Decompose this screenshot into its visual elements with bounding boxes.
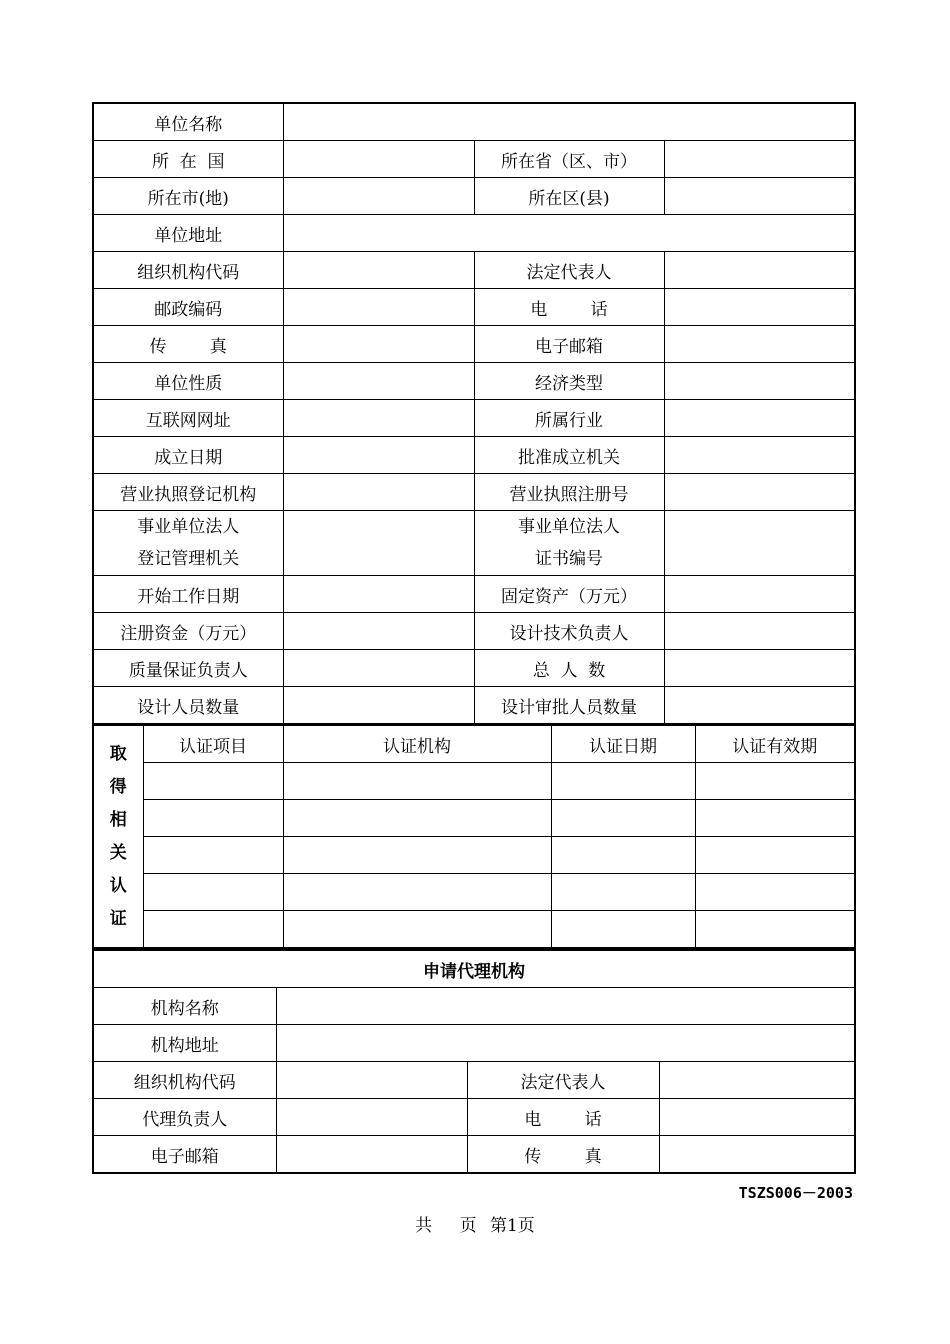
district-label: 所在区(县) xyxy=(474,178,664,215)
certifications-side-label xyxy=(93,726,143,949)
reg-capital-label: 注册资金（万元） xyxy=(93,613,283,650)
unit-name-field[interactable] xyxy=(283,103,855,141)
industry-field[interactable] xyxy=(664,400,855,437)
postcode-label: 邮政编码 xyxy=(93,289,283,326)
city-label: 所在市(地) xyxy=(93,178,283,215)
country-label: 所 在 国 xyxy=(93,141,283,178)
qa-field[interactable] xyxy=(283,650,474,687)
inst-cert-label-line1: 事业单位法人 xyxy=(518,517,620,537)
cert-row xyxy=(93,911,855,949)
province-label: 所在省（区、市） xyxy=(474,141,664,178)
nature-label: 单位性质 xyxy=(93,363,283,400)
total-staff-field[interactable] xyxy=(664,650,855,687)
econ-type-field[interactable] xyxy=(664,363,855,400)
legal-rep-field[interactable] xyxy=(664,252,855,289)
cert-cell[interactable] xyxy=(551,837,695,874)
cert-cell[interactable] xyxy=(143,763,283,800)
address-field[interactable] xyxy=(283,215,855,252)
unit-info-table xyxy=(92,102,856,725)
cert-cell[interactable] xyxy=(143,800,283,837)
form-code: TSZS006－2003 xyxy=(738,1184,853,1202)
cert-row xyxy=(93,874,855,911)
certifications-table xyxy=(92,725,856,949)
agent-address-label: 机构地址 xyxy=(93,1025,276,1062)
cert-cell[interactable] xyxy=(551,911,695,949)
cert-header-org: 认证机构 xyxy=(283,726,551,763)
cert-side-char: 相 xyxy=(109,809,127,830)
fax-label: 传 真 xyxy=(93,326,283,363)
cert-header-validity: 认证有效期 xyxy=(695,726,855,763)
org-code-field[interactable] xyxy=(283,252,474,289)
current-page: 第1页 xyxy=(489,1216,535,1236)
approvers-field[interactable] xyxy=(664,687,855,725)
agent-org-code-field[interactable] xyxy=(276,1062,467,1099)
country-field[interactable] xyxy=(283,141,474,178)
email-label: 电子邮箱 xyxy=(474,326,664,363)
agent-legal-rep-field[interactable] xyxy=(659,1062,855,1099)
approvers-label: 设计审批人员数量 xyxy=(474,687,664,725)
cert-row xyxy=(93,763,855,800)
cert-cell[interactable] xyxy=(695,911,855,949)
reg-capital-field[interactable] xyxy=(283,613,474,650)
agent-manager-label: 代理负责人 xyxy=(93,1099,276,1136)
cert-side-char: 取 xyxy=(109,743,127,764)
agent-phone-field[interactable] xyxy=(659,1099,855,1136)
cert-cell[interactable] xyxy=(695,874,855,911)
inst-cert-field[interactable] xyxy=(664,511,855,576)
province-field[interactable] xyxy=(664,141,855,178)
phone-field[interactable] xyxy=(664,289,855,326)
founded-label: 成立日期 xyxy=(93,437,283,474)
cert-header-item: 认证项目 xyxy=(143,726,283,763)
agent-phone-label: 电 话 xyxy=(467,1099,659,1136)
page-info xyxy=(0,1211,950,1236)
agent-name-field[interactable] xyxy=(276,988,855,1025)
agent-section-title: 申请代理机构 xyxy=(93,950,855,988)
design-tech-field[interactable] xyxy=(664,613,855,650)
address-label: 单位地址 xyxy=(93,215,283,252)
cert-cell[interactable] xyxy=(283,874,551,911)
website-label: 互联网网址 xyxy=(93,400,283,437)
cert-side-char: 关 xyxy=(109,842,127,863)
designers-field[interactable] xyxy=(283,687,474,725)
cert-cell[interactable] xyxy=(283,837,551,874)
city-field[interactable] xyxy=(283,178,474,215)
org-code-label: 组织机构代码 xyxy=(93,252,283,289)
cert-cell[interactable] xyxy=(695,837,855,874)
total-staff-label: 总 人 数 xyxy=(474,650,664,687)
cert-cell[interactable] xyxy=(143,911,283,949)
qa-label: 质量保证负责人 xyxy=(93,650,283,687)
founded-field[interactable] xyxy=(283,437,474,474)
agent-legal-rep-label: 法定代表人 xyxy=(467,1062,659,1099)
designers-label: 设计人员数量 xyxy=(93,687,283,725)
legal-rep-label: 法定代表人 xyxy=(474,252,664,289)
cert-cell[interactable] xyxy=(551,874,695,911)
page-total-label: 共 xyxy=(415,1216,433,1236)
inst-reg-label xyxy=(93,511,283,576)
cert-cell[interactable] xyxy=(695,763,855,800)
fax-field[interactable] xyxy=(283,326,474,363)
approval-org-field[interactable] xyxy=(664,437,855,474)
postcode-field[interactable] xyxy=(283,289,474,326)
econ-type-label: 经济类型 xyxy=(474,363,664,400)
page-unit-label: 页 xyxy=(459,1216,477,1236)
phone-label: 电 话 xyxy=(474,289,664,326)
district-field[interactable] xyxy=(664,178,855,215)
agent-fax-field[interactable] xyxy=(659,1136,855,1174)
agent-name-label: 机构名称 xyxy=(93,988,276,1025)
license-no-label: 营业执照注册号 xyxy=(474,474,664,511)
inst-reg-label-line1: 事业单位法人 xyxy=(137,517,240,537)
website-field[interactable] xyxy=(283,400,474,437)
nature-field[interactable] xyxy=(283,363,474,400)
cert-row xyxy=(93,837,855,874)
cert-cell[interactable] xyxy=(551,800,695,837)
inst-cert-label-line2: 证书编号 xyxy=(535,549,603,569)
email-field[interactable] xyxy=(664,326,855,363)
cert-cell[interactable] xyxy=(283,911,551,949)
cert-side-char: 证 xyxy=(109,908,127,929)
agent-address-field[interactable] xyxy=(276,1025,855,1062)
agent-email-field[interactable] xyxy=(276,1136,467,1174)
agent-email-label: 电子邮箱 xyxy=(93,1136,276,1174)
agent-org-code-label: 组织机构代码 xyxy=(93,1062,276,1099)
agent-table xyxy=(92,949,856,1174)
cert-cell[interactable] xyxy=(283,763,551,800)
cert-side-char: 认 xyxy=(109,875,127,896)
design-tech-label: 设计技术负责人 xyxy=(474,613,664,650)
cert-side-char: 得 xyxy=(109,776,127,797)
cert-cell[interactable] xyxy=(283,800,551,837)
industry-label: 所属行业 xyxy=(474,400,664,437)
inst-reg-field[interactable] xyxy=(283,511,474,576)
agent-manager-field[interactable] xyxy=(276,1099,467,1136)
unit-name-label: 单位名称 xyxy=(93,103,283,141)
cert-row xyxy=(93,800,855,837)
cert-cell[interactable] xyxy=(143,837,283,874)
start-work-label: 开始工作日期 xyxy=(93,576,283,613)
license-org-label: 营业执照登记机构 xyxy=(93,474,283,511)
cert-header-date: 认证日期 xyxy=(551,726,695,763)
cert-cell[interactable] xyxy=(143,874,283,911)
license-no-field[interactable] xyxy=(664,474,855,511)
approval-org-label: 批准成立机关 xyxy=(474,437,664,474)
agent-fax-label: 传 真 xyxy=(467,1136,659,1174)
start-work-field[interactable] xyxy=(283,576,474,613)
inst-reg-label-line2: 登记管理机关 xyxy=(137,549,240,569)
cert-cell[interactable] xyxy=(551,763,695,800)
license-org-field[interactable] xyxy=(283,474,474,511)
registration-form xyxy=(92,102,854,1174)
inst-cert-label xyxy=(474,511,664,576)
fixed-assets-label: 固定资产（万元） xyxy=(474,576,664,613)
fixed-assets-field[interactable] xyxy=(664,576,855,613)
cert-cell[interactable] xyxy=(695,800,855,837)
